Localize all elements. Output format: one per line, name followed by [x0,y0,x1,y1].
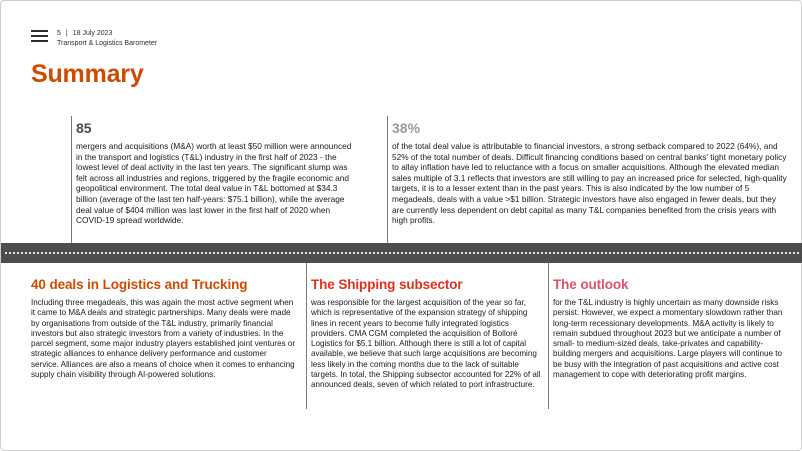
menu-bar-line [31,30,48,32]
section-shipping [306,263,546,409]
page-title: Summary [31,60,144,88]
header-separator: | [65,30,68,37]
section-text: was responsible for the largest acquisition of the year so far, which is representative of the expansion strategy of shipping lines in recent years to become fully integrated logistics providers. CMA CGM completed the acquisition of Bolloré Logistics for $5.1 billion. Although there is still a lot of capital available, we believe that such large acquisitions are becoming less likely in the coming months due to the lack of suitable targets. In total, the Shipping subsector accounted for 22% of all announced deals, seven of which related to port infrastructure. [311,298,541,390]
stat-description: of the total deal value is attributable to financial investors, a strong setback compared to 2022 (64%), and 52% of the total number of deals. Difficult financing conditions based on central banks' tight monetary policy to allay inflation have led to reluctance with a focus on smaller acquisitions. Although the elevated median sales multiple of 3.1 reflects that investors are still willing to pay an increased price for selected, high-quality targets, it is to a lesser extent than in the past years. This is also indicated by the low number of 5 megadeals, deals with a value >$1 billion. Strategic investors have also engaged in fewer deals, but they are currently less dependent on debt capital as many T&L companies benefited from the crisis years with high profits. [392,141,787,226]
stat-block-financial-investors [387,116,787,243]
divider-band [1,243,802,263]
section-text: for the T&L industry is highly uncertain as many downside risks persist. However, we expect a momentary slowdown rather than long-term recessionary developments. M&A activity is likely to remain subdued throughout 2023 but we anticipate a number of small- to medium-sized deals, take-privates and capability-building mergers and acquisitions. Large players will continue to be busy with the integration of past acquisitions and active cost management to cope with deteriorating profit margins. [553,298,783,380]
page-number: 5 [57,30,61,37]
stat-value: 85 [76,120,92,136]
section-outlook [548,263,788,409]
hamburger-menu-icon[interactable] [31,30,48,42]
section-logistics-trucking [31,263,296,409]
menu-bar-line [31,35,48,37]
header-date: 18 July 2023 [72,30,113,37]
header-meta [57,29,157,49]
publication-name: Transport & Logistics Barometer [57,40,158,47]
section-heading: 40 deals in Logistics and Trucking [31,277,248,292]
stat-description: mergers and acquisitions (M&A) worth at least $50 million were announced in the transport and logistics (T&L) industry in the first half of 2023 - the lowest level of deal activity in the last ten years. The significant slump was felt across all industries and regions, triggered by the fragile economic and geopolitical environment. The total deal value in T&L bottomed at $34.3 billion (average of the last ten half-years: $75.1 billion), while the average deal value of $404 million was last lower in the first half of 2020 when COVID-19 spread worldwide. [76,141,352,226]
dotted-divider-line [5,252,799,254]
stat-block-deal-count [71,116,353,243]
section-heading: The Shipping subsector [311,277,463,292]
section-text: Including three megadeals, this was again the most active segment when it came to M&A deals and strategic partnerships. Many deals were made by organisations from outside of the T&L industry, primarily financial investors but also strategic investors from a variety of industries. In the parcel segment, some major industry players established joint ventures or strategic alliances to enhance delivery performance and customer service. Alliances are also a means of choice when it comes to enhancing supply chain visibility through AI-powered solutions. [31,298,296,380]
header-meta-row [57,29,157,39]
section-heading: The outlook [553,277,629,292]
stat-value: 38% [392,120,421,136]
menu-bar-line [31,40,48,42]
